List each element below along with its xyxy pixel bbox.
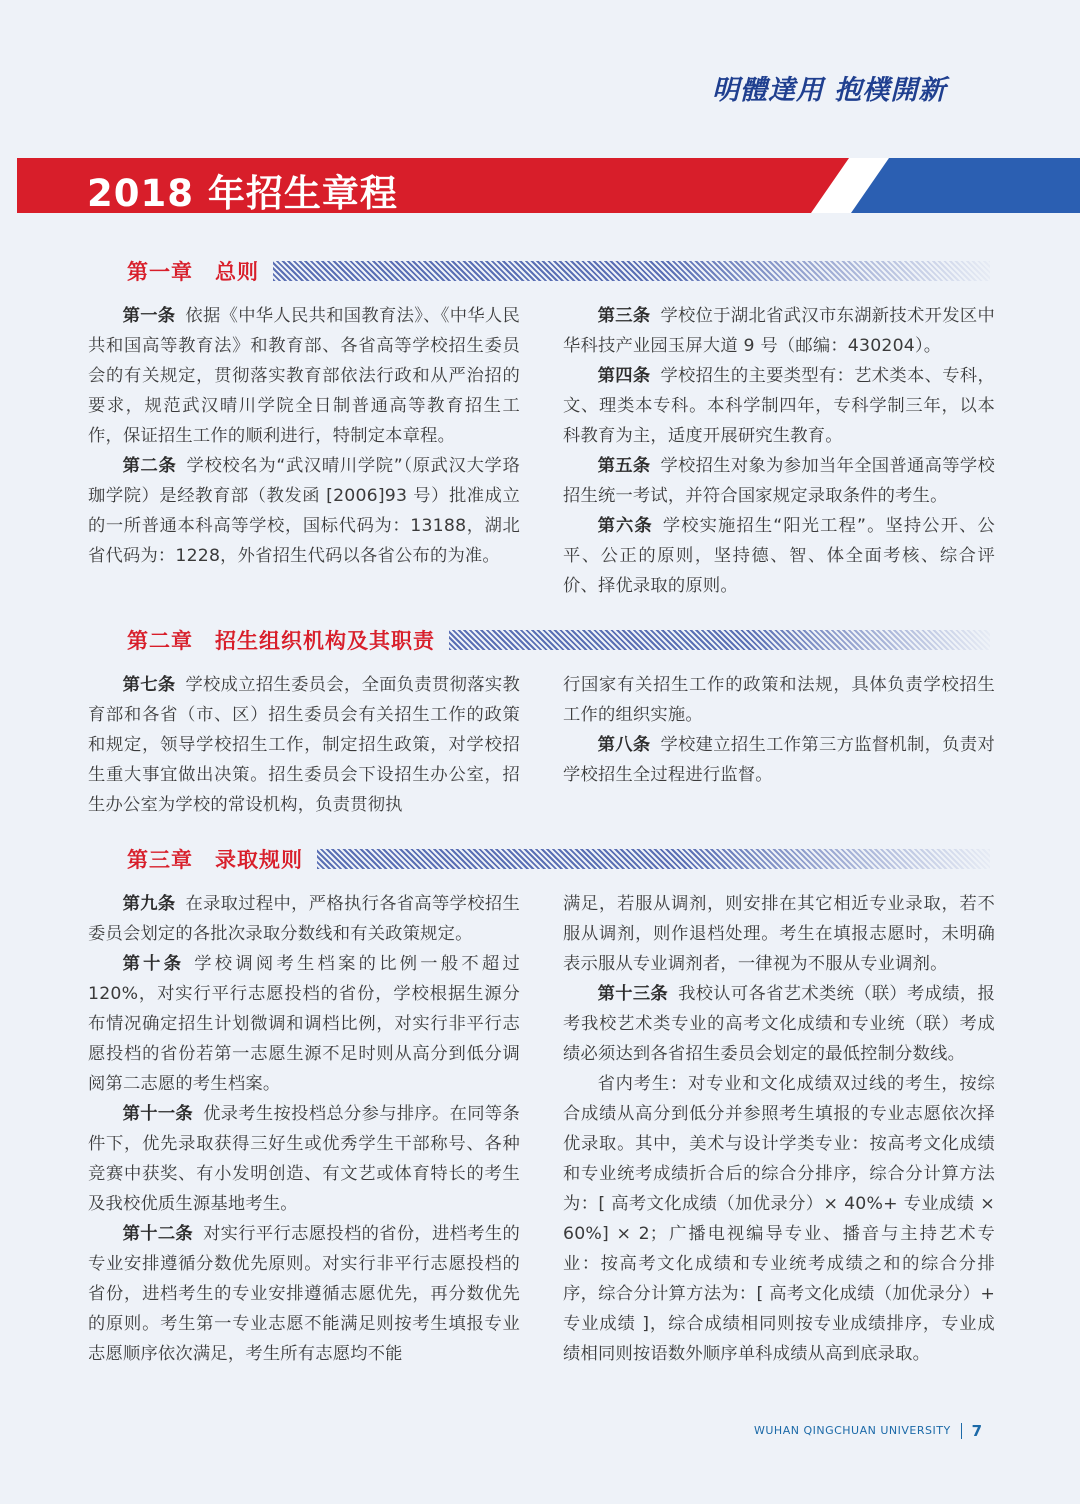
chapter-hatch-bar: [317, 849, 990, 869]
article-11: 第十一条 优录考生按投档总分参与排序。在同等条件下，优先录取获得三好生或优秀学生干部称号、各种竞赛中获奖、有小发明创造、有文艺或体育特长的考生及我校优质生源基地考生。: [88, 1104, 520, 1214]
article-5: 第五条 学校招生对象为参加当年全国普通高等学校招生统一考试，并符合国家规定录取条件的考生。: [563, 456, 995, 506]
chapter-heading-2: [127, 625, 990, 655]
chapter-heading-3: [127, 844, 990, 874]
article-9: 第九条 在录取过程中，严格执行各省高等学校招生委员会划定的各批次录取分数线和有关政策规定。: [88, 894, 520, 944]
chapter-hatch-bar: [273, 261, 990, 281]
chapter-hatch-bar: [449, 630, 990, 650]
article-10: 第十条 学校调阅考生档案的比例一般不超过 120%，对实行平行志愿投档的省份，学校根据生源分布情况确定招生计划微调和调档比例，对实行非平行志愿投档的省份若第一志愿生源不足时则从高分到低分调阅第二志愿的考生档案。: [88, 954, 520, 1094]
article-4: 第四条 学校招生的主要类型有：艺术类本、专科，文、理类本专科。本科学制四年，专科学制三年，以本科教育为主，适度开展研究生教育。: [563, 366, 995, 446]
footer-university: WUHAN QINGCHUAN UNIVERSITY: [754, 1424, 951, 1437]
chapter1-right-column: [563, 301, 995, 601]
footer-divider: [961, 1423, 962, 1439]
article-2: 第二条 学校校名为“武汉晴川学院”（原武汉大学珞珈学院）是经教育部（教发函 [2006]93 号）批准成立的一所普通本科高等学校，国标代码为：13188，湖北省代码为：1228，外省招生代码以各省公布的为准。: [88, 456, 521, 566]
article-12-continued: 满足，若服从调剂，则安排在其它相近专业录取，若不服从调剂，则作退档处理。考生在填报志愿时，未明确表示服从专业调剂者，一律视为不服从专业调剂。: [563, 894, 995, 974]
article-3: 第三条 学校位于湖北省武汉市东湖新技术开发区中华科技产业园玉屏大道 9 号（邮编：430204）。: [563, 306, 995, 356]
article-13: 第十三条 我校认可各省艺术类统（联）考成绩，报考我校艺术类专业的高考文化成绩和专业统（联）考成绩必须达到各省招生委员会划定的最低控制分数线。: [563, 984, 995, 1064]
article-7-continued: 行国家有关招生工作的政策和法规，具体负责学校招生工作的组织实施。: [563, 675, 995, 725]
chapter-title: 第二章 招生组织机构及其职责: [127, 629, 435, 653]
chapter3-right-column: [563, 889, 995, 1369]
banner-blue-stripe: [849, 158, 1080, 213]
article-13-provincial: 省内考生：对专业和文化成绩双过线的考生，按综合成绩从高分到低分并参照考生填报的专业志愿依次择优录取。其中，美术与设计学类专业：按高考文化成绩和专业统考成绩折合后的综合分排序，综合分计算方法为：[ 高考文化成绩（加优录分）× 40%+ 专业成绩 × 60%] × 2；广播电视编导专业、播音与主持艺术专业：按高考文化成绩和专业统考成绩之和的综合分排序，综合分计算方法为：[ 高考文化成绩（加优录分）+ 专业成绩 ]，综合成绩相同则按专业成绩排序，专业成绩相同则按语数外顺序单科成绩从高到底录取。: [563, 1074, 995, 1364]
page-footer: [754, 1422, 983, 1440]
chapter3-left-column: [88, 889, 520, 1369]
banner-title: 2018 年招生章程: [87, 172, 398, 215]
article-12: 第十二条 对实行平行志愿投档的省份，进档考生的专业安排遵循分数优先原则。对实行非平行志愿投档的省份，进档考生的专业安排遵循志愿优先，再分数优先的原则。考生第一专业志愿不能满足则按考生填报专业志愿顺序依次满足，考生所有志愿均不能: [88, 1224, 520, 1364]
motto: 明體達用 抱樸開新: [712, 75, 947, 106]
chapter1-left-column: [88, 301, 520, 571]
article-6: 第六条 学校实施招生“阳光工程”。坚持公开、公平、公正的原则，坚持德、智、体全面考核、综合评价、择优录取的原则。: [563, 516, 995, 596]
page-number: 7: [971, 1422, 983, 1440]
article-8: 第八条 学校建立招生工作第三方监督机制，负责对学校招生全过程进行监督。: [563, 735, 995, 785]
chapter-title: 第一章 总则: [127, 260, 259, 284]
chapter2-right-column: [563, 670, 995, 790]
article-1: 第一条 依据《中华人民共和国教育法》、《中华人民共和国高等教育法》和教育部、各省高等学校招生委员会的有关规定，贯彻落实教育部依法行政和从严治招的要求，规范武汉晴川学院全日制普通高等教育招生工作，保证招生工作的顺利进行，特制定本章程。: [88, 306, 520, 446]
chapter-heading-1: [127, 256, 990, 286]
article-7: 第七条 学校成立招生委员会，全面负责贯彻落实教育部和各省（市、区）招生委员会有关招生工作的政策和规定，领导学校招生工作，制定招生政策，对学校招生重大事宜做出决策。招生委员会下设招生办公室，招生办公室为学校的常设机构，负责贯彻执: [88, 675, 520, 815]
chapter2-left-column: [88, 670, 520, 820]
title-banner: [17, 158, 1080, 213]
chapter-title: 第三章 录取规则: [127, 848, 303, 872]
